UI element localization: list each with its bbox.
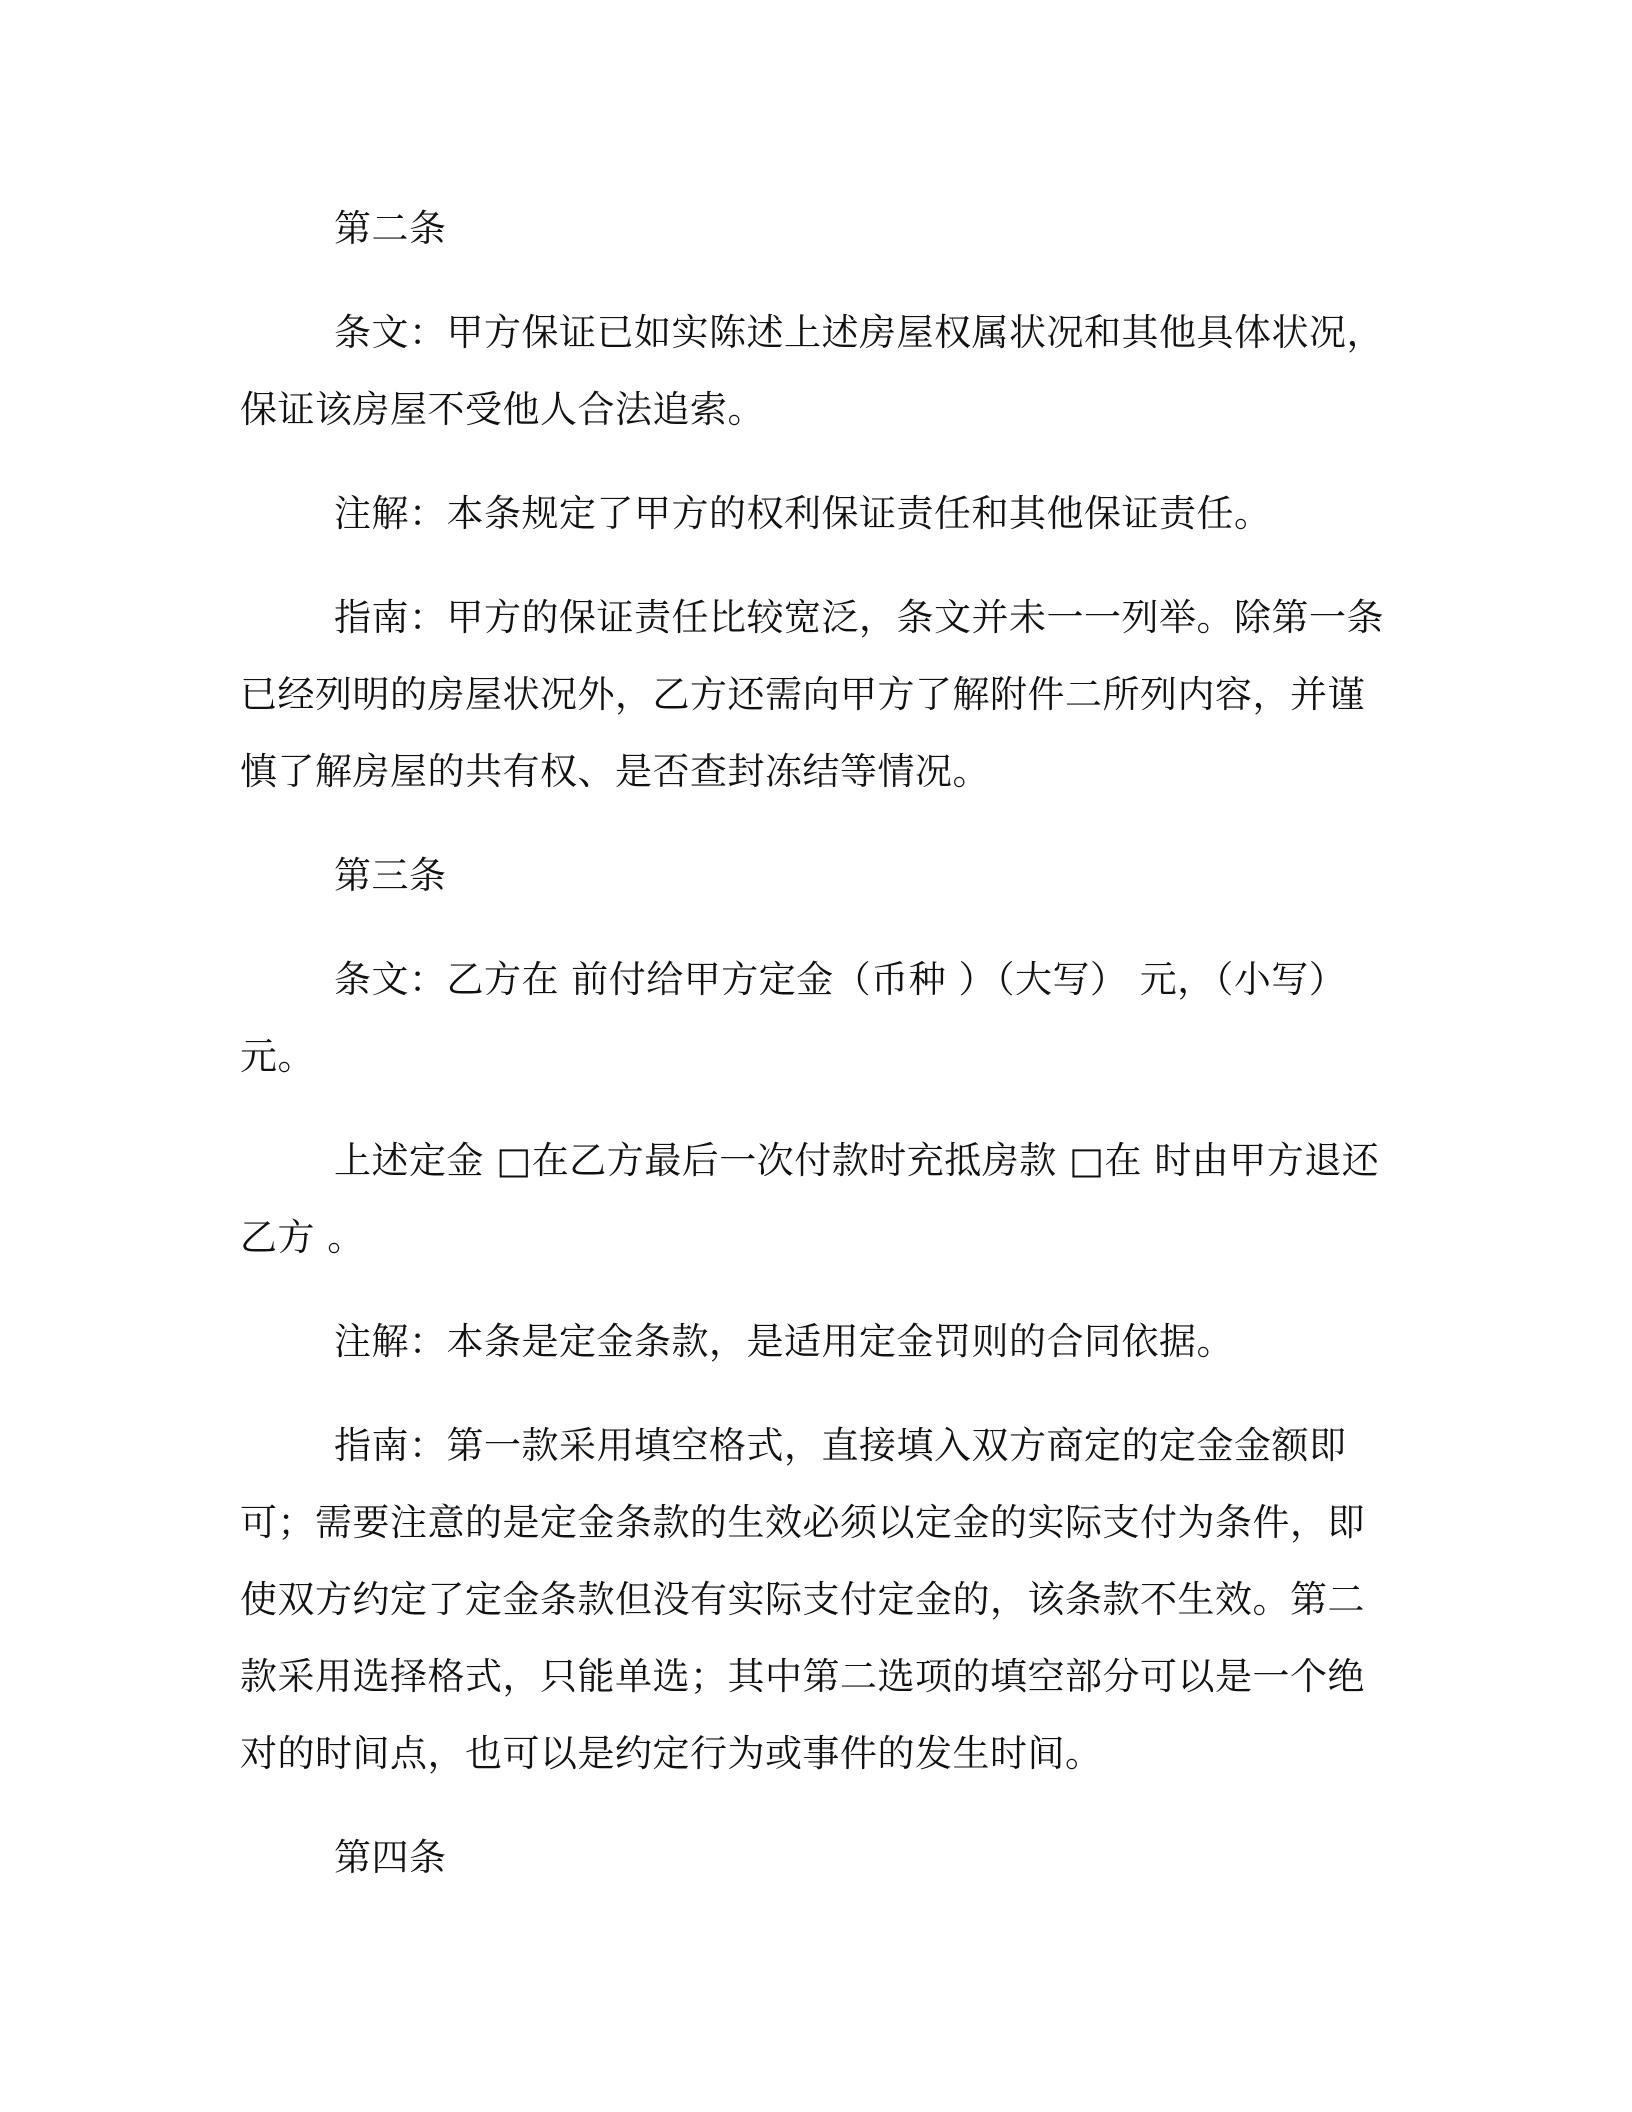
- article-2-guide: 指南：甲方的保证责任比较宽泛，条文并未一一列举。除第一条已经列明的房屋状况外，乙方还需向甲方了解附件二所列内容，并谨慎了解房屋的共有权、是否查封冻结等情况。: [240, 596, 1384, 793]
- article-3-heading: 第三条: [334, 854, 447, 897]
- article-2-note: 注解：本条规定了甲方的权利保证责任和其他保证责任。: [334, 492, 1272, 535]
- article-3-deposit-option: 上述定金 □在乙方最后一次付款时充抵房款 □在 时由甲方退还乙方 。: [240, 1139, 1380, 1259]
- article-3-clause: 条文：乙方在 前付给甲方定金（币种 ）（大写） 元，（小写） 元。: [240, 958, 1347, 1078]
- article-3-guide: 指南：第一款采用填空格式，直接填入双方商定的定金金额即可；需要注意的是定金条款的生效必须以定金的实际支付为条件，即使双方约定了定金条款但没有实际支付定金的，该条款不生效。第二款采用选择格式，只能单选；其中第二选项的填空部分可以是一个绝对的时间点，也可以是约定行为或事件的发生时间。: [240, 1424, 1365, 1775]
- document-body: [240, 190, 1390, 1896]
- article-4-heading: 第四条: [334, 1836, 447, 1879]
- article-2-heading: 第二条: [334, 207, 447, 250]
- article-2-clause: 条文：甲方保证已如实陈述上述房屋权属状况和其他具体状况，保证该房屋不受他人合法追索。: [240, 311, 1384, 431]
- article-3-note: 注解：本条是定金条款，是适用定金罚则的合同依据。: [334, 1320, 1234, 1363]
